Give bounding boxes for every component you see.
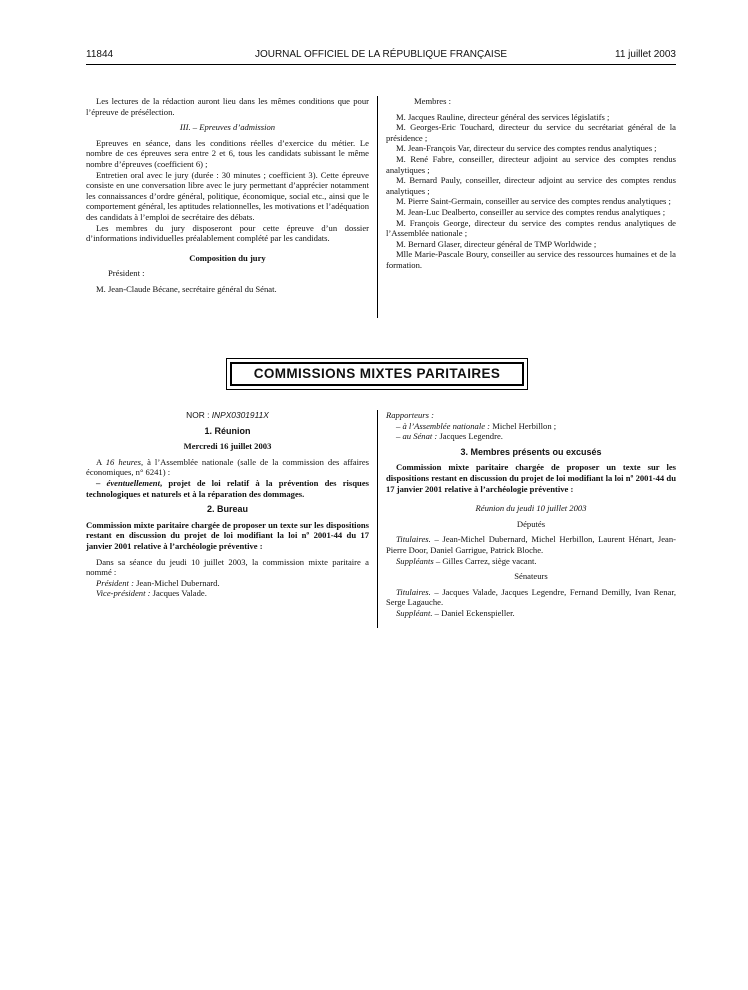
meeting-time: 16 heures	[105, 456, 141, 467]
meeting-details	[86, 457, 369, 478]
top-right-column	[386, 96, 676, 271]
suppleant-name: – Daniel Eckenspieller.	[432, 607, 515, 618]
jury-heading: Composition du jury	[189, 252, 266, 263]
nor-line	[86, 410, 369, 421]
deputes-heading: Députés	[516, 518, 546, 529]
jury-president: M. Jean-Claude Bécane, secrétaire général du Sénat.	[96, 283, 277, 294]
deputes-titulaires	[386, 534, 676, 555]
reunion-date: Réunion du jeudi 10 juillet 2003	[475, 503, 587, 514]
rapporteur-name: Michel Herbillon ;	[490, 420, 557, 431]
item-emphasis: éventuellement	[106, 477, 160, 488]
paragraph: Les lectures de la rédaction auront lieu dans les mêmes conditions que pour l’épreuve de présélection.	[86, 96, 369, 117]
jury-member: M. Jean-François Var, directeur du service des comptes rendus analytiques ;	[396, 143, 657, 154]
president-name: Jean-Michel Dubernard.	[133, 577, 220, 588]
president-label: Président :	[96, 577, 134, 588]
commission-title: Commission mixte paritaire chargée de proposer un texte sur les dispositions restant en discussion du projet de loi modifiant la loi nº 2001-44 du 17 janvier 2001 relative à l’archéologie préventive :	[86, 519, 369, 551]
titulaires-names: – Jacques Valade, Jacques Legendre, Fernand Demilly, Ivan Renar, Serge Lagauche.	[386, 586, 676, 608]
suppleant-label: Suppléant.	[396, 607, 433, 618]
president-label: Président :	[108, 268, 145, 279]
members-label: Membres :	[414, 96, 451, 106]
rapporteur-name: Jacques Legendre.	[437, 431, 503, 442]
senateurs-heading: Sénateurs	[514, 571, 548, 582]
vice-president-name: Jacques Valade.	[150, 588, 207, 599]
section-heading: 3. Membres présents ou excusés	[460, 446, 602, 457]
meeting-place: , à l’Assemblée nationale (salle de la commission des affaires économiques, n° 6241) :	[86, 456, 369, 478]
titulaires-label: Titulaires.	[396, 534, 431, 545]
meeting-date: Mercredi 16 juillet 2003	[183, 441, 272, 452]
banner-title: COMMISSIONS MIXTES PARITAIRES	[230, 362, 524, 386]
paragraph: Dans sa séance du jeudi 10 juillet 2003, la commission mixte paritaire a nommé :	[86, 556, 369, 578]
vice-president-line	[86, 588, 369, 599]
titulaires-label: Titulaires.	[396, 586, 431, 597]
bottom-right-column	[386, 410, 676, 619]
commission-title: Commission mixte paritaire chargée de proposer un texte sur les dispositions restant en discussion du projet de loi modifiant la loi nº 2001-44 du 17 janvier 2001 relative à l’archéologie préventive :	[386, 462, 676, 494]
jury-member: M. François George, directeur du service des comptes rendus analytiques de l’Assemblée nationale ;	[386, 217, 676, 239]
issue-date: 11 juillet 2003	[615, 49, 676, 60]
rapporteurs-label: Rapporteurs :	[386, 410, 434, 420]
item-text: , projet de loi relatif à la prévention des risques technologiques et naturels et à la réparation des dommages.	[86, 477, 369, 499]
meeting-prefix: A	[96, 456, 106, 467]
jury-member: M. Georges-Eric Touchard, directeur du service du secrétariat général de la présidence ;	[386, 122, 676, 143]
journal-title: JOURNAL OFFICIEL DE LA RÉPUBLIQUE FRANÇAISE	[254, 49, 508, 60]
section-heading: 2. Bureau	[206, 504, 248, 515]
suppleants-names: – Gilles Carrez, siège vacant.	[433, 555, 537, 566]
jury-member: M. Jacques Rauline, directeur général des services législatifs ;	[396, 111, 610, 122]
jury-member: M. Pierre Saint-Germain, conseiller au service des comptes rendus analytiques ;	[396, 196, 671, 207]
rapporteur-label: à l’Assemblée nationale :	[402, 420, 491, 431]
column-divider	[377, 96, 378, 318]
president-line	[86, 578, 369, 589]
nor-label: NOR :	[186, 410, 210, 420]
jury-member: M. Bernard Pauly, conseiller, directeur adjoint au service des comptes rendus analytiques ;	[386, 175, 676, 196]
agenda-item	[86, 478, 369, 499]
suppleants-label: Suppléants	[396, 555, 434, 566]
jury-member: M. Jean-Luc Dealberto, conseiller au service des comptes rendus analytiques ;	[396, 206, 666, 217]
senateurs-suppleant	[386, 608, 676, 619]
rapporteur-label: au Sénat :	[402, 431, 438, 442]
jury-member: M. Bernard Glaser, directeur général de TMP Worldwide ;	[396, 238, 597, 249]
column-divider	[377, 410, 378, 628]
paragraph: Entretien oral avec le jury (durée : 30 minutes ; coefficient 3). Cette épreuve consiste en une conversation libre avec le jury permettant d’apprécier notamment les connaissances d’ordre général, politique, économique, social etc., ainsi que le comportement général, les aptitudes relationnelles, les motivations et l’adéquation des candidats à l’emploi de secrétaire des débats.	[86, 169, 369, 222]
vice-president-label: Vice-président :	[96, 588, 151, 599]
jury-member: Mlle Marie-Pascale Boury, conseiller au service des ressources humaines et de la formation.	[386, 249, 676, 270]
deputes-suppleants	[386, 556, 676, 567]
rapporteur-line: – à l’Assemblée nationale : Michel Herbillon ;	[396, 420, 557, 431]
senateurs-titulaires	[386, 587, 676, 608]
paragraph: Epreuves en séance, dans les conditions réelles d’exercice du métier. Le nombre de ces épreuves sera entre 2 et 6, tous les candidats subissant le même nombre d’épreuves (coefficient 6) ;	[86, 137, 369, 169]
section-heading: 1. Réunion	[204, 425, 251, 436]
item-dash: –	[96, 477, 107, 488]
page-number: 11844	[86, 49, 114, 60]
top-left-column	[86, 96, 369, 295]
titulaires-names: – Jean-Michel Dubernard, Michel Herbillon, Laurent Hénart, Jean-Pierre Door, Daniel Garrigue, Patrick Bloche.	[386, 534, 676, 555]
rapporteur-line: – au Sénat : Jacques Legendre.	[396, 431, 503, 442]
section-banner	[226, 358, 528, 390]
section-heading: III. – Epreuves d’admission	[179, 122, 276, 133]
paragraph: Les membres du jury disposeront pour cette épreuve d’un dossier d’informations individuelles préalablement complété par les candidats.	[86, 222, 369, 244]
jury-member: M. René Fabre, conseiller, directeur adjoint au service des comptes rendus analytiques ;	[386, 153, 676, 175]
bottom-left-column	[86, 410, 369, 599]
nor-code: INPX0301911X	[211, 410, 269, 420]
page-header	[86, 46, 676, 65]
